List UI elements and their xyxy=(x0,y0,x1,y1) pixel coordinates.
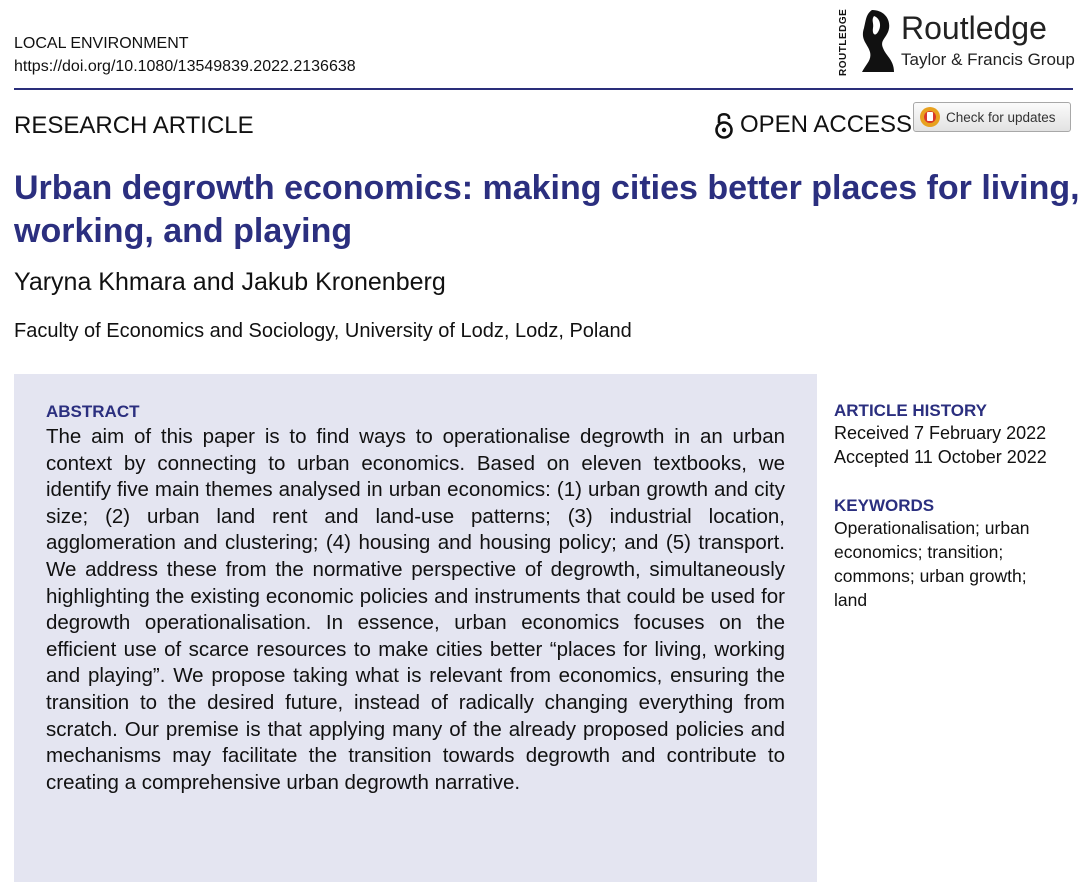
check-for-updates-button[interactable] xyxy=(913,102,1071,132)
received-date: Received 7 February 2022 xyxy=(834,423,1047,443)
publisher-group: Taylor & Francis Group xyxy=(901,50,1075,69)
header-divider xyxy=(14,88,1073,90)
journal-header xyxy=(14,32,356,78)
keywords-heading: KEYWORDS xyxy=(834,496,935,515)
affiliation: Faculty of Economics and Sociology, University of Lodz, Lodz, Poland xyxy=(14,320,632,342)
abstract-panel xyxy=(14,374,817,882)
crossmark-icon xyxy=(920,107,940,127)
accepted-date: Accepted 11 October 2022 xyxy=(834,447,1047,467)
routledge-logo[interactable] xyxy=(840,6,1080,76)
article-history xyxy=(834,401,1074,469)
keywords-list: Operationalisation; urban economics; transition; commons; urban growth; land xyxy=(834,518,1030,610)
abstract-text: The aim of this paper is to find ways to operationalise degrowth in an urban context by connecting to urban economics. Based on eleven textbooks, we identify five main themes analysed in urban economics: (1) urban growth and city size; (2) urban land rent and land-use patterns; (3) industrial location, agglomeration and clustering; (4) housing and housing policy; and (5) transport. We address these from the normative perspective of degrowth, simultaneously highlighting the existing economic policies and instruments that could be used for degrowth operationalisation. In essence, urban economics focuses on the efficient use of scarce resources to make cities better “places for living, working and playing”. We propose taking what is relevant from economics, ensuring the transition to the desired future, instead of radically changing everything from scratch. Our premise is that applying many of the already proposed policies and mechanisms may facilitate the transition towards degrowth and contribute to creating a comprehensive urban degrowth narrative. xyxy=(46,425,785,794)
open-access-text: OPEN ACCESS xyxy=(740,111,913,138)
abstract-heading: ABSTRACT xyxy=(46,402,140,421)
open-lock-icon xyxy=(714,111,734,139)
doi-link[interactable]: https://doi.org/10.1080/13549839.2022.2136638 xyxy=(14,58,356,75)
check-for-updates-label: Check for updates xyxy=(946,109,1056,125)
authors[interactable]: Yaryna Khmara and Jakub Kronenberg xyxy=(14,268,446,296)
publisher-name: Routledge xyxy=(901,10,1047,46)
article-history-heading: ARTICLE HISTORY xyxy=(834,401,988,420)
article-title: Urban degrowth economics: making cities better places for living, working, and playing xyxy=(14,169,1080,250)
article-type: RESEARCH ARTICLE xyxy=(14,112,254,139)
open-access-label xyxy=(714,110,912,140)
logo-vertical-mark: ROUTLEDGE xyxy=(838,8,849,76)
journal-name: LOCAL ENVIRONMENT xyxy=(14,35,189,52)
keywords-section xyxy=(834,496,1074,612)
routledge-head-icon xyxy=(858,8,898,74)
